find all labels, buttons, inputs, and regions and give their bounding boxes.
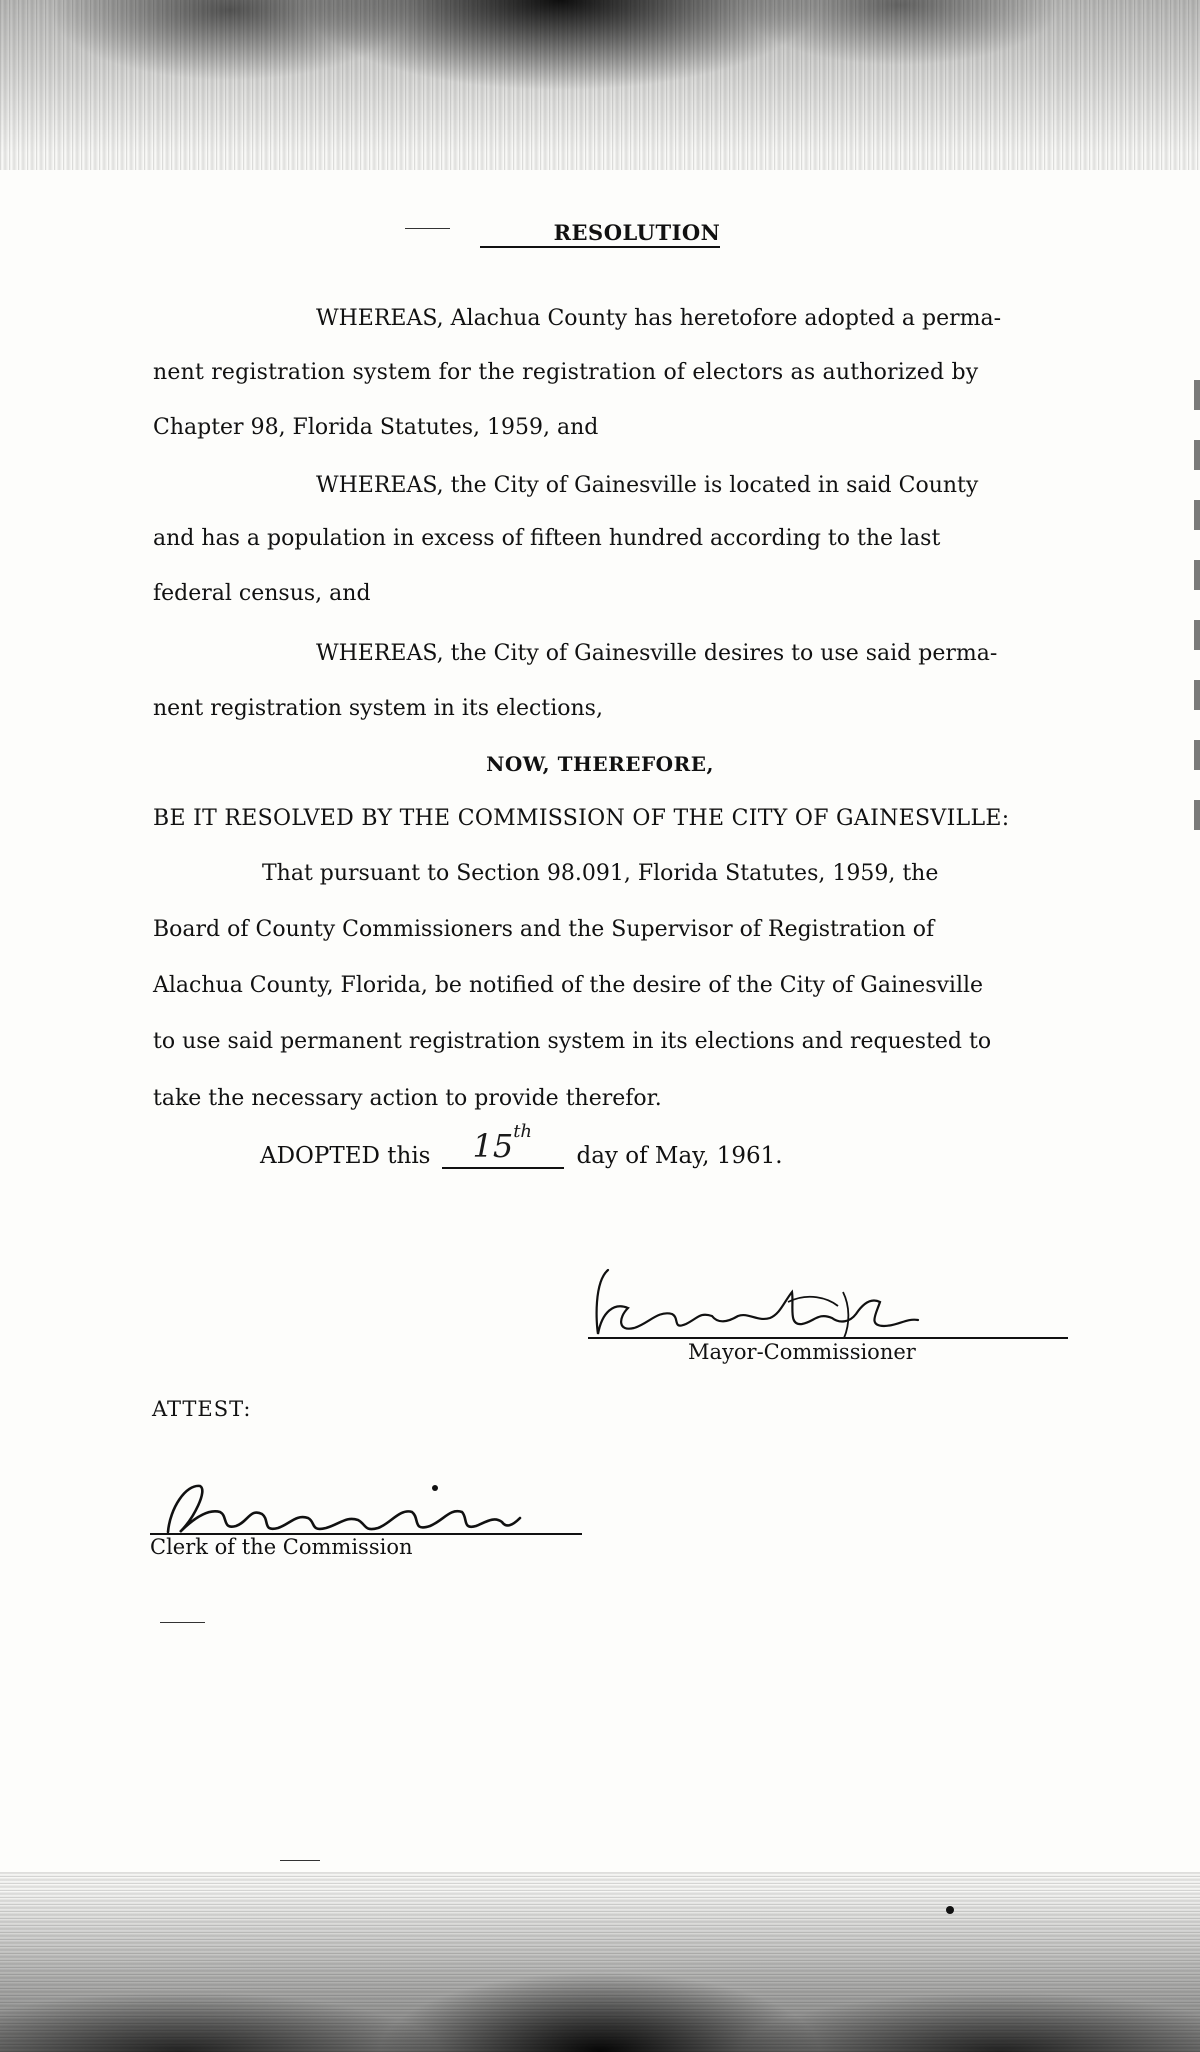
body-line-8: nent registration system in its elections, [153,696,603,721]
now-therefore: NOW, THEREFORE, [486,752,714,776]
mayor-signature-line [588,1337,1068,1339]
adopted-line [260,1121,783,1169]
clerk-signature [150,1478,590,1538]
scan-mark [405,228,450,229]
scan-mark [160,1622,205,1623]
body-line-5: and has a population in excess of fifteen hundred according to the last [153,526,941,551]
mayor-label: Mayor-Commissioner [688,1340,916,1364]
scan-noise-top [0,0,1200,170]
clerk-label: Clerk of the Commission [150,1535,413,1559]
body-line-6: federal census, and [153,581,371,606]
adopted-day-blank [442,1121,564,1169]
body-line-3: Chapter 98, Florida Statutes, 1959, and [153,415,599,440]
adopted-prefix: ADOPTED this [260,1143,431,1169]
scan-noise-bottom [0,1872,1200,2052]
adopted-suffix: day of May, 1961. [576,1143,783,1169]
body-line-9: That pursuant to Section 98.091, Florida Statutes, 1959, the [262,861,939,886]
body-line-13: take the necessary action to provide therefor. [153,1086,662,1111]
body-line-12: to use said permanent registration system in its elections and requested to [153,1029,992,1054]
document-title: RESOLUTION [0,220,1200,248]
body-line-7: WHEREAS, the City of Gainesville desires to use said perma- [316,641,998,666]
body-line-4: WHEREAS, the City of Gainesville is located in said County [316,473,979,498]
resolved-heading: BE IT RESOLVED BY THE COMMISSION OF THE CITY OF GAINESVILLE: [153,806,1010,831]
body-line-2: nent registration system for the registration of electors as authorized by [153,360,979,385]
scan-dot [946,1906,954,1914]
body-line-1: WHEREAS, Alachua County has heretofore adopted a perma- [316,306,1002,331]
scan-edge-right [1194,380,1200,860]
mayor-signature [588,1262,1068,1342]
body-line-10: Board of County Commissioners and the Supervisor of Registration of [153,917,935,942]
adopted-day-handwritten: 15th [472,1121,533,1165]
scan-mark [280,1860,320,1861]
attest-label: ATTEST: [152,1397,252,1421]
body-line-11: Alachua County, Florida, be notified of the desire of the City of Gainesville [153,973,984,998]
